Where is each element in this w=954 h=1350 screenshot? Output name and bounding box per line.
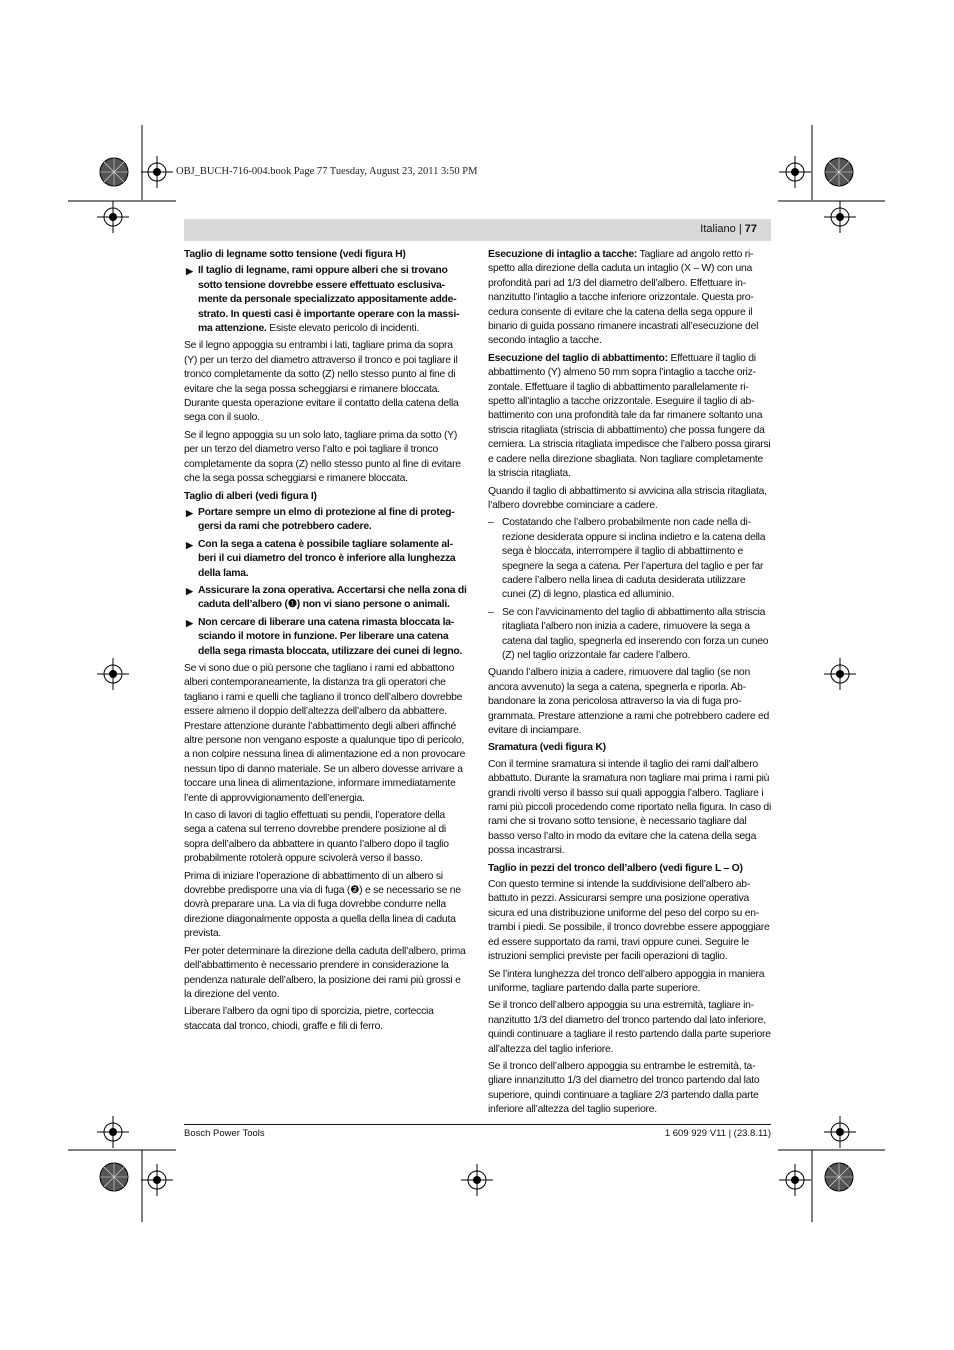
paragraph: Con questo termine si intende la suddivisione dell’albero abbattuto in pezzi. Assicurarsi sempre una posizione operativa sicura ed una distribuzione uniforme del peso del corpo su entrambi i piedi. Se possibile, il tronco dovrebbe essere appoggiare ed essere supportato da rami, travi oppure cunei. Seguire le istruzioni semplici previste per facili operazioni di taglio. — [488, 879, 770, 963]
paragraph: Quando il taglio di abbattimento si avvicina alla striscia ritagliata, l’albero dovrebbe cominciare a cadere. — [488, 485, 767, 511]
heading-tree-felling: Taglio di alberi (vedi figura I) — [184, 490, 317, 502]
paragraph: Se il tronco dell’albero appoggia su una estremità, tagliare innanzitutto 1/3 del diametro del tronco partendo dal lato inferiore, quindi continuare a tagliare il resto partendo dalla parte superiore all’altezza del taglio inferiore. — [488, 1000, 771, 1055]
paragraph: Per poter determinare la direzione della caduta dell’albero, prima dell’abbattimento è necessario prendere in considerazione la pendenza naturale dell’albero, la posizione dei rami più grossi e la direzione del vento. — [184, 945, 466, 1000]
dash-item: – Costatando che l’albero probabilmente non cade nella direzione desiderata oppure si inclina indietro e la catena della sega è bloccata, interrompere il taglio di abbattimento e spegnere la sega a catena. Per l’apertura del taglio e per far cadere l’albero nella linea di caduta desiderata utilizzare cunei (Z) di legno, plastica ed alluminio. — [488, 517, 766, 601]
page-footer — [184, 1124, 771, 1145]
paragraph: Se il legno appoggia su entrambi i lati, tagliare prima da sopra (Y) per un terzo del diametro attraverso il tronco e poi tagliare il tronco completamente da sotto (Z) nello stesso punto al fine di evitare che la sega possa scheggiarsi e rimanere bloccata. Durante questa operazione evitare il contatto della catena della sega con il suolo. — [184, 340, 459, 424]
footer-brand: Bosch Power Tools — [184, 1128, 265, 1139]
page-header — [700, 223, 757, 235]
paragraph: In caso di lavori di taglio effettuati su pendii, l’operatore della sega a catena sul terreno dovrebbe prendere posizione al di sopra dell’albero da abbattere in quanto l’albero dopo il taglio probabilmente rotolerà oppure scivolerà verso il basso. — [184, 810, 449, 865]
page-header-bar — [184, 219, 771, 241]
triangle-bullet-icon: ▶ — [186, 539, 193, 550]
left-column — [184, 248, 467, 1037]
paragraph: Quando l’albero inizia a cadere, rimuovere dal taglio (se non ancora avvenuto) la sega a catena, spegnerla e riporla. Abbandonare la zona pericolosa attraverso la via di fuga programmata. Prestare attenzione a rami che potrebbero cadere ed evitare di inciampare. — [488, 667, 770, 736]
paragraph: Liberare l’albero da ogni tipo di sporcizia, pietre, corteccia staccata dal tronco, chiodi, graffe e fili di ferro. — [184, 1006, 434, 1032]
right-column — [488, 248, 771, 1121]
page-number: 77 — [744, 223, 757, 235]
bullet-helmet: ▶ Portare sempre un elmo di protezione al fine di proteggersi da rami che potrebbero cadere. — [186, 506, 455, 533]
footer-doc-number: 1 609 929 V11 | (23.8.11) — [664, 1128, 771, 1139]
triangle-bullet-icon: ▶ — [186, 507, 193, 518]
triangle-bullet-icon: ▶ — [186, 617, 193, 628]
paragraph: Se il tronco dell’albero appoggia su entrambe le estremità, tagliare innanzitutto 1/3 del diametro del tronco partendo dal lato superiore, quindi continuare a tagliare 2/3 partendo dalla parte inferiore all’altezza del taglio superiore. — [488, 1060, 760, 1116]
heading-limbing: Sramatura (vedi figura K) — [488, 742, 606, 754]
paragraph-notch: Esecuzione di intaglio a tacche: Tagliare ad angolo retto rispetto alla direzione della caduta un intaglio (X – W) con una profondità pari ad 1/3 del diametro dell’albero. Effettuare innanzitutto l’intaglio a tacche inferiore orizzontale. Questa procedura consente di evitare che la catena della sega oppure il binario di guida possano rimanere incastrati all’esecuzione del secondo intaglio a tacche. — [488, 249, 759, 347]
paragraph: Prima di iniziare l’operazione di abbattimento di un albero si dovrebbe predisporre una via di fuga (❷) e se necessario se ne dovrà preparare una. La via di fuga dovrebbe condurre nella direzione diagonalmente opposta a quella della linea di caduta prevista. — [184, 870, 461, 940]
bullet-stuck-chain: ▶ Non cercare di liberare una catena rimasta bloccata lasciando il motore in funzione. Per liberare una catena della sega rimasta bloccata, utilizzare dei cunei di legno. — [186, 616, 463, 657]
paragraph: Se il legno appoggia su un solo lato, tagliare prima da sotto (Y) per un terzo del diametro verso l’alto e poi tagliare il tronco completamente da sopra (Z) nello stesso punto al fine di evitare che la sega possa scheggiarsi e rimanere bloccata. — [184, 429, 461, 485]
bullet-secure-zone: ▶ Assicurare la zona operativa. Accertarsi che nella zona di caduta dell’albero (❶) non vi siano persone o animali. — [186, 584, 467, 611]
bullet-diameter: ▶ Con la sega a catena è possibile tagliare solamente alberi il cui diametro del tronco è inferiore alla lunghezza della lama. — [186, 538, 456, 579]
dash-item: – Se con l’avvicinamento del taglio di abbattimento alla striscia ritagliata l’albero non inizia a cadere, rimuovere la sega a catena dal taglio, spegnerla ed inserendo con forza un cuneo (Z) nel taglio orizzontale far cadere l’albero. — [488, 606, 769, 661]
triangle-bullet-icon: ▶ — [186, 266, 193, 277]
header-separator: | — [738, 223, 742, 235]
print-info-line: OBJ_BUCH-716-004.book Page 77 Tuesday, August 23, 2011 3:50 PM — [176, 166, 478, 177]
paragraph: Se vi sono due o più persone che tagliano i rami ed abbattono alberi contemporaneamente, la distanza tra gli operatori che tagliano i rami e quelli che tagliano il tronco dell’albero dovrebbe essere almeno il doppio dell’altezza dell’albero da abbattere. Prestare attenzione durante l’abbattimento degli alberi affinché altre persone non vengano esposte a qualunque tipo di pericolo, a non colpire nessuna linea di alimentazione ed a non provocare nessun tipo di danno materiale. Se un albero dovesse arrivare a toccare una linea di alimentazione, informare immediatamente l’ente di approvvigionamento dell’energia. — [184, 662, 466, 804]
paragraph-felling-cut: Esecuzione del taglio di abbattimento: Effettuare il taglio di abbattimento (Y) almeno 50 mm sopra l’intaglio a tacche orizzontale. Effettuare il taglio di abbattimento parallelamente rispetto all’intaglio a tacche orizzontale. Eseguire il taglio di abbattimento con una profondità tale da far rimanere soltanto una striscia ritagliata (striscia di abbattimento) che possa fungere da cerniera. La striscia ritagliata impedisce che l’albero possa girarsi e cadere nella direzione sbagliata. Non tagliare completamente la striscia ritagliata. — [488, 352, 771, 480]
header-language: Italiano — [700, 223, 736, 235]
heading-bucking: Taglio in pezzi del tronco dell’albero (vedi figure L – O) — [488, 862, 743, 874]
paragraph: Con il termine sramatura si intende il taglio dei rami dall’albero abbattuto. Durante la sramatura non tagliare mai prima i rami più grandi rivolti verso il basso sui quali appoggia l’albero. Tagliare i rami più piccoli procedendo come riportato nella figura. In caso di rami che si trovano sotto tensione, è necessario tagliare dal basso verso l’alto in modo da evitare che la catena della sega possa incastrarsi. — [488, 758, 772, 857]
bullet-tension-warning: ▶ Il taglio di legname, rami oppure alberi che si trovano sotto tensione dovrebbe essere effettuato esclusivamente da personale specializzato appositamente addestrato. In questi casi è importante operare con la massima attenzione. Esiste elevato pericolo di incidenti. — [186, 265, 460, 335]
triangle-bullet-icon: ▶ — [186, 585, 193, 596]
heading-tension-cutting: Taglio di legname sotto tensione (vedi figura H) — [184, 249, 406, 260]
paragraph: Se l’intera lunghezza del tronco dell’albero appoggia in maniera uniforme, tagliare partendo dalla parte superiore. — [488, 968, 765, 994]
